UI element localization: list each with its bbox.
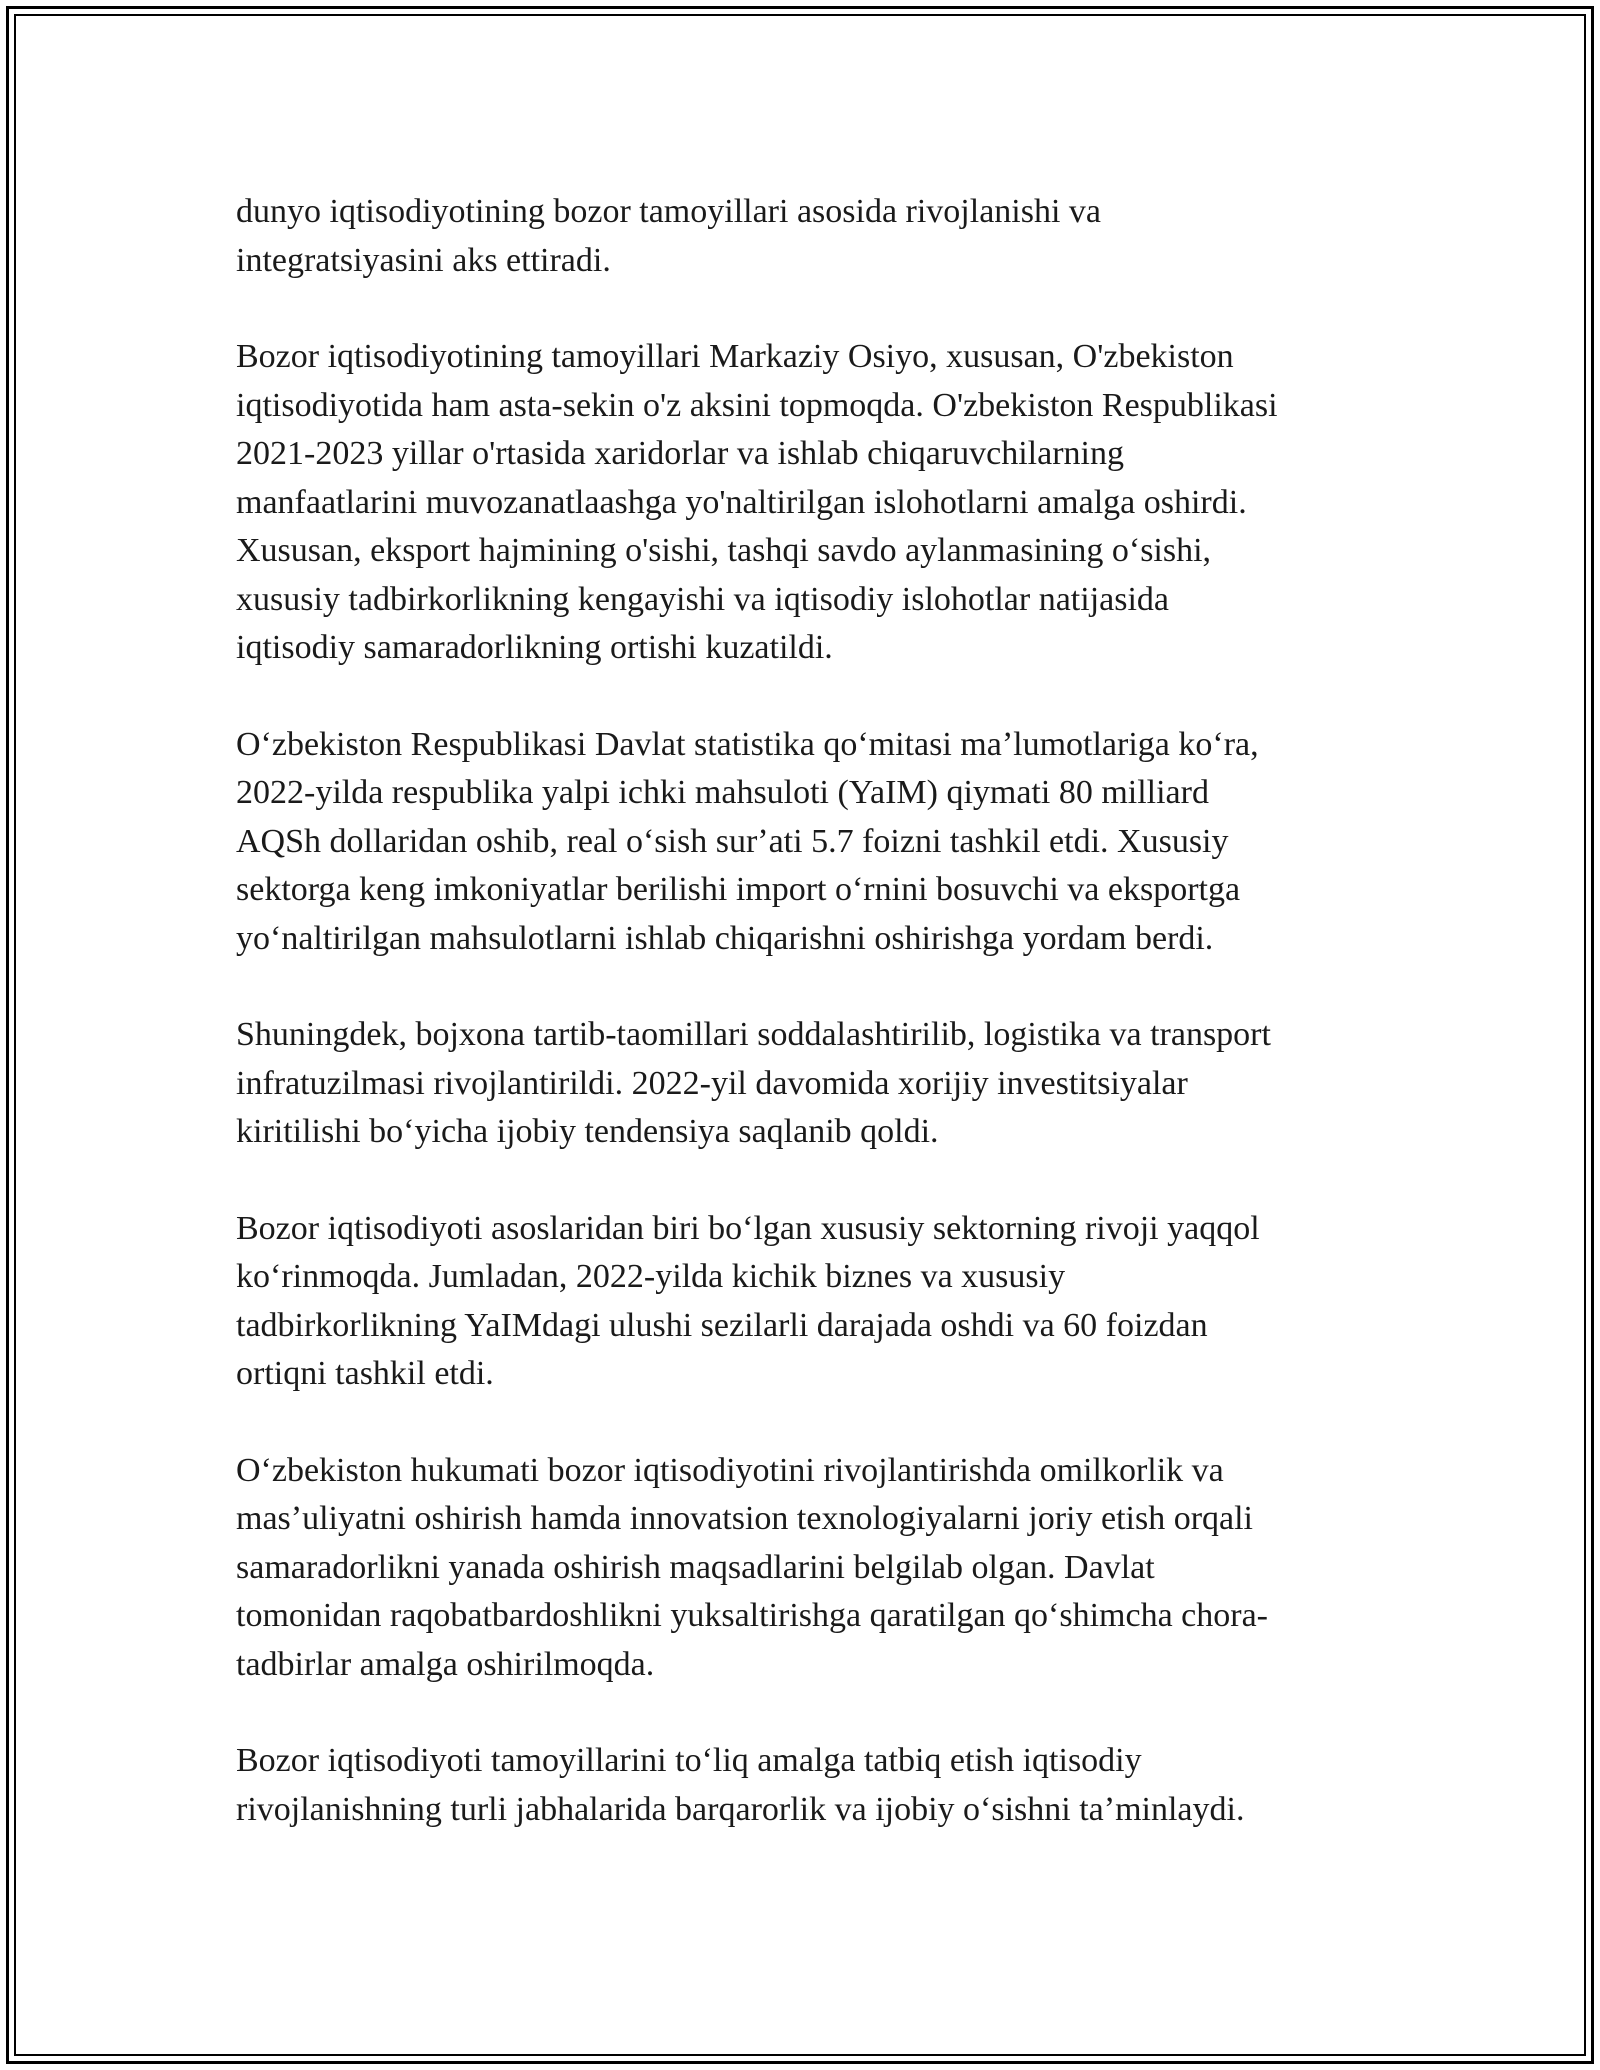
paragraph-4: Shuningdek, bojxona tartib-taomillari soddalashtirilib, logistika va transport infratuzilmasi rivojlantirildi. 2022-yil davomida xorijiy investitsiyalar kiritilishi boʻyicha ijobiy tendensiya saqlanib qoldi.: [236, 1016, 1271, 1150]
paragraph-6: Oʻzbekiston hukumati bozor iqtisodiyotini rivojlantirishda omilkorlik va masʼuliyatni oshirish hamda innovatsion texnologiyalarni joriy etish orqali samaradorlikni yanada oshirish maqsadlarini belgilab olgan. Davlat tomonidan raqobatbardoshlikni yuksaltirishga qaratilgan qoʻshimcha chora- tadbirlar amalga oshirilmoqda.: [236, 1451, 1269, 1683]
paragraph-1: dunyo iqtisodiyotining bozor tamoyillari asosida rivojlanishi va integratsiyasini aks ettiradi.: [236, 193, 1102, 279]
paragraph-3: Oʻzbekiston Respublikasi Davlat statistika qoʻmitasi maʼlumotlariga koʻra, 2022-yilda respublika yalpi ichki mahsuloti (YaIM) qiymati 80 milliard AQSh dollaridan oshib, real oʻsish surʼati 5.7 foizni tashkil etdi. Xususiy sektorga keng imkoniyatlar berilishi import oʻrnini bosuvchi va eksportga yoʻnaltirilgan mahsulotlarni ishlab chiqarishni oshirishga yordam berdi.: [236, 725, 1259, 957]
document-body: [236, 188, 1366, 1882]
paragraph-2: Bozor iqtisodiyotining tamoyillari Markaziy Osiyo, xususan, O'zbekiston iqtisodiyotida ham asta-sekin o'z aksini topmoqda. O'zbekiston Respublikasi 2021-2023 yillar o'rtasida xaridorlar va ishlab chiqaruvchilarning manfaatlarini muvozanatlaashga yo'naltirilgan islohotlarni amalga oshirdi. Xususan, eksport hajmining o'sishi, tashqi savdo aylanmasining oʻsishi, xususiy tadbirkorlikning kengayishi va iqtisodiy islohotlar natijasida iqtisodiy samaradorlikning ortishi kuzatildi.: [236, 338, 1278, 666]
paragraph-5: Bozor iqtisodiyoti asoslaridan biri boʻlgan xususiy sektorning rivoji yaqqol koʻrinmoqda. Jumladan, 2022-yilda kichik biznes va xususiy tadbirkorlikning YaIMdagi ulushi sezilarli darajada oshdi va 60 foizdan ortiqni tashkil etdi.: [236, 1209, 1260, 1392]
paragraph-7: Bozor iqtisodiyoti tamoyillarini toʻliq amalga tatbiq etish iqtisodiy rivojlanishning turli jabhalarida barqarorlik va ijobiy oʻsishni taʼminlaydi.: [236, 1742, 1245, 1828]
